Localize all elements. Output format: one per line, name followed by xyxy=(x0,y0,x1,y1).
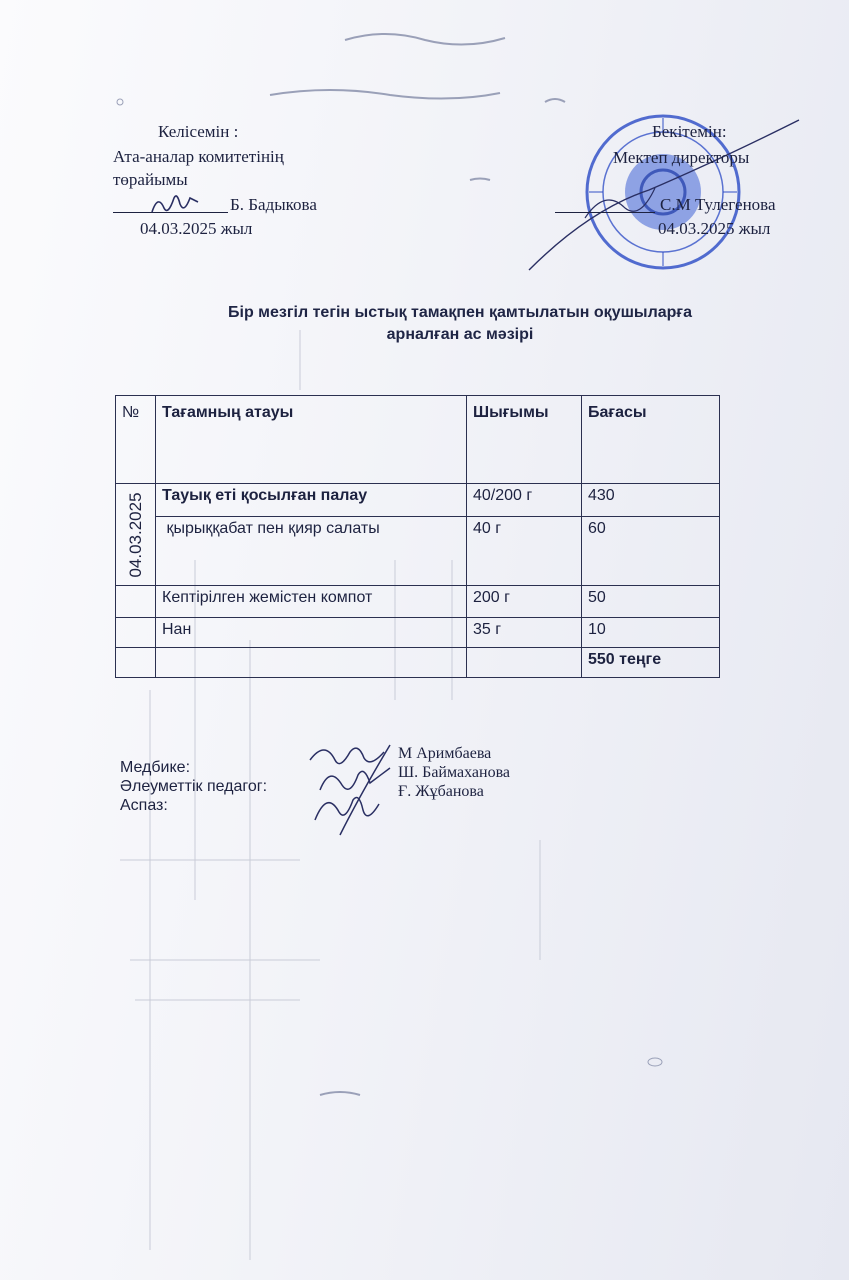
approval-left-heading: Келісемін : xyxy=(158,122,239,141)
date-label: 04.03.2025 xyxy=(125,491,145,578)
menu-table xyxy=(115,395,720,678)
total-empty-2 xyxy=(156,648,467,678)
dish-name: Нан xyxy=(156,618,467,648)
role-cook: Аспаз: xyxy=(120,797,168,814)
dish-price: 10 xyxy=(582,618,720,648)
staff-roles xyxy=(120,758,267,815)
table-row xyxy=(116,484,720,517)
staff-names xyxy=(398,744,510,801)
role-social-pedagogue: Әлеуметтік педагог: xyxy=(120,778,268,795)
dish-yield: 35 г xyxy=(467,618,582,648)
approval-right-line1: Мектеп директоры xyxy=(613,148,750,167)
dish-price: 60 xyxy=(582,517,720,586)
table-row xyxy=(116,586,720,618)
approval-right-date: 04.03.2025 жыл xyxy=(658,219,771,238)
header-number: № xyxy=(116,396,156,484)
table-header-row xyxy=(116,396,720,484)
total-price: 550 теңге xyxy=(582,648,720,678)
signature-line-right xyxy=(555,212,655,213)
dish-name: қырыққабат пен қияр салаты xyxy=(156,517,467,586)
total-empty-3 xyxy=(467,648,582,678)
dish-yield: 40/200 г xyxy=(467,484,582,517)
approval-left-date: 04.03.2025 жыл xyxy=(140,219,253,238)
approval-left-line1: Ата-аналар комитетінің xyxy=(113,147,284,166)
row-number xyxy=(116,586,156,618)
header-yield: Шығымы xyxy=(467,396,582,484)
name-cook: Ғ. Жұбанова xyxy=(398,783,484,800)
table-row xyxy=(116,618,720,648)
signature-left xyxy=(148,188,208,220)
document-title-line1: Бір мезгіл тегін ыстық тамақпен қамтылатын оқушыларға xyxy=(228,304,692,321)
table-row xyxy=(116,517,720,586)
dish-name: Кептірілген жемістен компот xyxy=(156,586,467,618)
dish-name: Тауық еті қосылған палау xyxy=(156,484,467,517)
table-total-row xyxy=(116,648,720,678)
role-nurse: Медбике: xyxy=(120,759,191,776)
header-dish-name: Тағамның атауы xyxy=(156,396,467,484)
row-number xyxy=(116,618,156,648)
dish-price: 50 xyxy=(582,586,720,618)
staff-signatures xyxy=(300,735,410,840)
dish-price: 430 xyxy=(582,484,720,517)
approval-right-heading: Бекітемін: xyxy=(652,122,727,141)
document-title-line2: арналған ас мәзірі xyxy=(386,326,534,343)
date-cell xyxy=(116,484,156,586)
name-social-pedagogue: Ш. Баймаханова xyxy=(398,764,511,781)
approval-left-line2: төрайымы xyxy=(113,170,188,189)
name-nurse: М Аримбаева xyxy=(398,745,492,762)
dish-yield: 40 г xyxy=(467,517,582,586)
total-empty-1 xyxy=(116,648,156,678)
approval-right-signer: С.М Тулегенова xyxy=(660,195,776,214)
approval-left-signer: Б. Бадыкова xyxy=(230,195,317,214)
dish-yield: 200 г xyxy=(467,586,582,618)
document-title xyxy=(160,302,760,346)
header-price: Бағасы xyxy=(582,396,720,484)
